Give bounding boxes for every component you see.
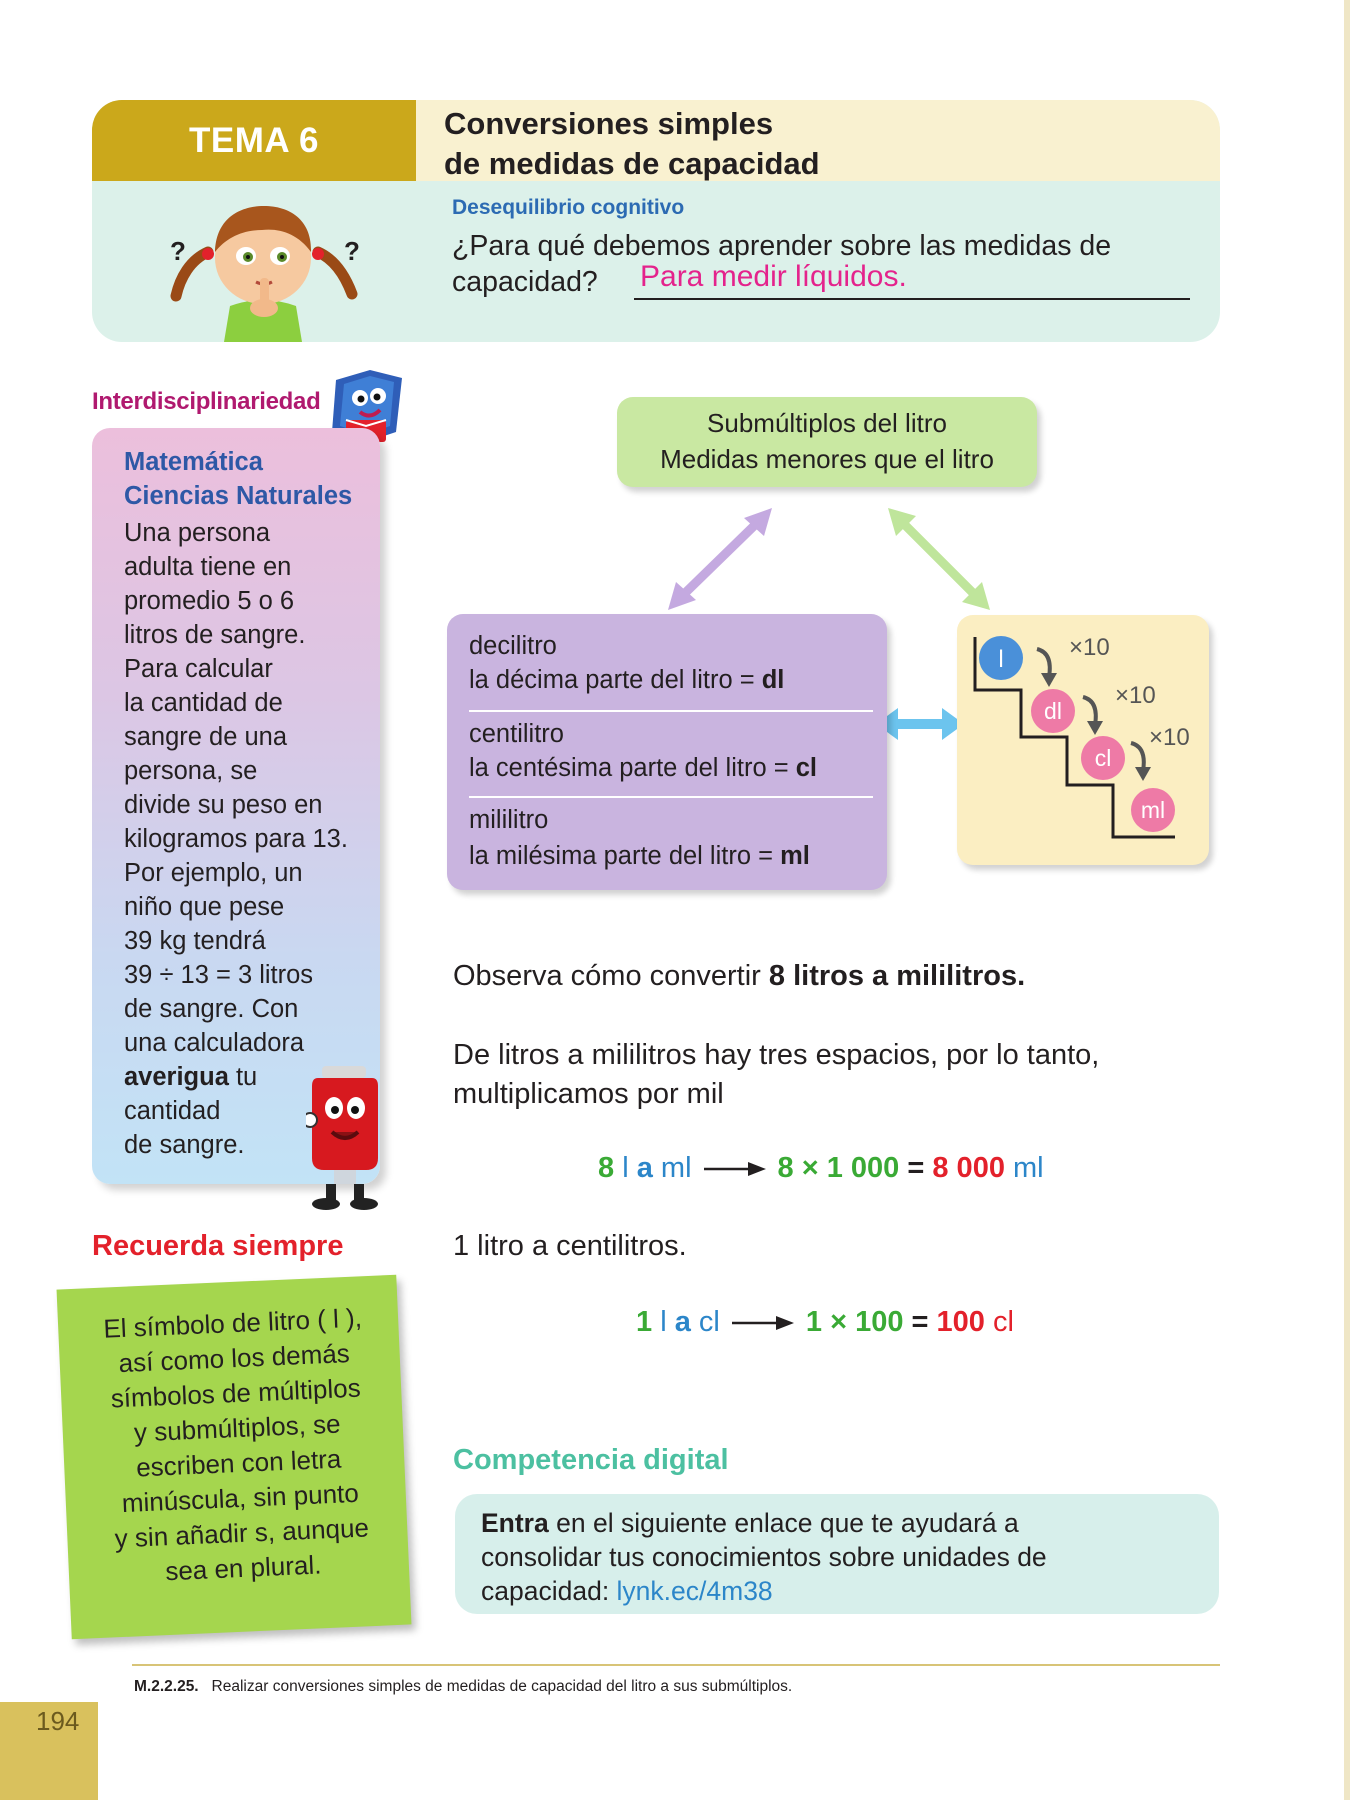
factor-label: ×10 xyxy=(1149,724,1190,751)
text-line: 39 kg tendrá xyxy=(124,927,266,955)
explanation-text xyxy=(453,1036,1221,1114)
section-label: Desequilibrio cognitivo xyxy=(452,196,685,219)
topic-header xyxy=(92,100,1220,342)
entra-bold: Entra xyxy=(481,1508,549,1538)
step-label: cl xyxy=(1094,745,1112,771)
lynk-link[interactable]: lynk.ec/4m38 xyxy=(616,1576,773,1606)
text-line: de sangre. Con xyxy=(124,995,299,1023)
text-line: promedio 5 o 6 xyxy=(124,587,295,615)
factor-label: ×10 xyxy=(1069,634,1110,661)
curved-arrow-icon xyxy=(1131,743,1144,771)
objective-code: M.2.2.25. xyxy=(134,1678,199,1695)
subject-matematica: Matemática xyxy=(124,448,263,476)
unit-symbol: dl xyxy=(761,666,785,694)
note-line: escriben con letra xyxy=(135,1443,342,1483)
text-line: persona, se xyxy=(124,757,258,785)
diagram-arrows xyxy=(660,500,1000,620)
equation-liters-to-ml: 8 l a ml 8 × 1 000 = 8 000 ml xyxy=(598,1152,1044,1184)
step-label: l xyxy=(998,646,1004,673)
note-line: símbolos de múltiplos xyxy=(110,1372,362,1414)
text-line: litros de sangre. xyxy=(124,621,306,649)
text-line: Para calcular xyxy=(124,655,273,683)
tema-label: TEMA 6 xyxy=(92,100,416,181)
green-double-arrow-icon xyxy=(888,508,990,610)
question-mark-right: ? xyxy=(344,236,360,266)
sticky-note-text xyxy=(82,1300,394,1593)
submultiplos-title: Submúltiplos del litro xyxy=(707,408,947,438)
text-line: adulta tiene en xyxy=(124,553,292,581)
topic-title xyxy=(416,100,1220,181)
note-line: y submúltiplos, se xyxy=(133,1408,342,1448)
unit-term: centilitro xyxy=(469,720,564,748)
arrow-right-icon xyxy=(702,1159,768,1179)
thinking-girl-illustration xyxy=(168,190,368,342)
text-line: kilogramos para 13. xyxy=(124,825,348,853)
unit-term: mililitro xyxy=(469,806,549,834)
stairs-diagram xyxy=(957,615,1209,865)
topic-title-line2: de medidas de capacidad xyxy=(444,146,820,181)
observa-text: Observa cómo convertir 8 litros a mililitros. xyxy=(453,960,1026,992)
note-line: minúscula, sin punto xyxy=(121,1477,360,1519)
averigua-bold: averigua xyxy=(124,1063,229,1091)
text-line: una calculadora xyxy=(124,1029,305,1057)
blood-bag-mascot-icon xyxy=(306,1060,388,1212)
question-line2: capacidad? xyxy=(452,266,598,298)
explanation-line2: multiplicamos por mil xyxy=(453,1078,724,1110)
unit-definition: la milésima parte del litro = ml xyxy=(469,842,810,870)
observa-bold: 8 litros a mililitros. xyxy=(768,960,1026,992)
curved-arrow-icon xyxy=(1037,649,1050,677)
text-line: Una persona xyxy=(124,519,271,547)
text-line: 39 ÷ 13 = 3 litros xyxy=(124,961,314,989)
note-line: y sin añadir s, aunque xyxy=(114,1512,370,1554)
unit-symbol: ml xyxy=(780,842,810,870)
conversion-stairs xyxy=(957,615,1209,865)
equation-liters-to-cl: 1 l a cl 1 × 100 = 100 cl xyxy=(636,1306,1014,1338)
text-line: Por ejemplo, un xyxy=(124,859,303,887)
text-line: de sangre. xyxy=(124,1131,245,1159)
blue-double-arrow-icon xyxy=(874,706,966,742)
handwritten-answer: Para medir líquidos. xyxy=(640,260,907,293)
page-edge xyxy=(1344,0,1350,1800)
step-label: ml xyxy=(1140,797,1166,823)
note-line: así como los demás xyxy=(118,1338,351,1379)
note-line: El símbolo de litro ( l ), xyxy=(102,1302,363,1344)
unit-symbol: cl xyxy=(795,754,817,782)
interdisciplinariedad-label: Interdisciplinariedad xyxy=(92,388,321,415)
competencia-text: Entra en el siguiente enlace que te ayudará a consolidar tus conocimientos sobre unidades de capacidad: lynk.ec/4m38 xyxy=(481,1508,1047,1606)
divider xyxy=(469,710,873,712)
footer-objective: M.2.2.25. Realizar conversiones simples de medidas de capacidad del litro a sus submúltiplos. xyxy=(134,1678,793,1695)
factor-label: ×10 xyxy=(1115,682,1156,709)
step-label: dl xyxy=(1044,698,1062,724)
page-number: 194 xyxy=(36,1706,80,1736)
recuerda-title: Recuerda siempre xyxy=(92,1230,344,1262)
purple-double-arrow-icon xyxy=(668,508,772,610)
answer-underline xyxy=(634,298,1190,300)
divider xyxy=(469,796,873,798)
unit-definition: la centésima parte del litro = cl xyxy=(469,754,817,782)
text-line: cantidad xyxy=(124,1097,221,1125)
text-line: la cantidad de xyxy=(124,689,283,717)
submultiplos-list xyxy=(447,614,887,890)
averigua-rest: tu xyxy=(228,1063,258,1091)
question-mark-left: ? xyxy=(170,236,186,266)
text-line: niño que pese xyxy=(124,893,285,921)
unit-definition: la décima parte del litro = dl xyxy=(469,666,785,694)
one-liter-text: 1 litro a centilitros. xyxy=(453,1230,687,1262)
unit-term: decilitro xyxy=(469,632,557,660)
subject-ciencias: Ciencias Naturales xyxy=(124,482,353,510)
curved-arrow-icon xyxy=(1083,697,1096,725)
submultiplos-box xyxy=(617,397,1037,487)
note-line: sea en plural. xyxy=(164,1549,322,1587)
text-line: divide su peso en xyxy=(124,791,323,819)
topic-title-line1: Conversiones simples xyxy=(444,106,774,141)
footer-divider xyxy=(132,1664,1220,1666)
arrow-right-icon xyxy=(730,1313,796,1333)
submultiplos-caption: Medidas menores que el litro xyxy=(660,444,994,474)
text-line: sangre de una xyxy=(124,723,288,751)
explanation-line1: De litros a mililitros hay tres espacios, por lo tanto, xyxy=(453,1039,1100,1071)
question-line1: ¿Para qué debemos aprender sobre las medidas de xyxy=(452,230,1112,262)
competencia-title: Competencia digital xyxy=(453,1444,729,1476)
